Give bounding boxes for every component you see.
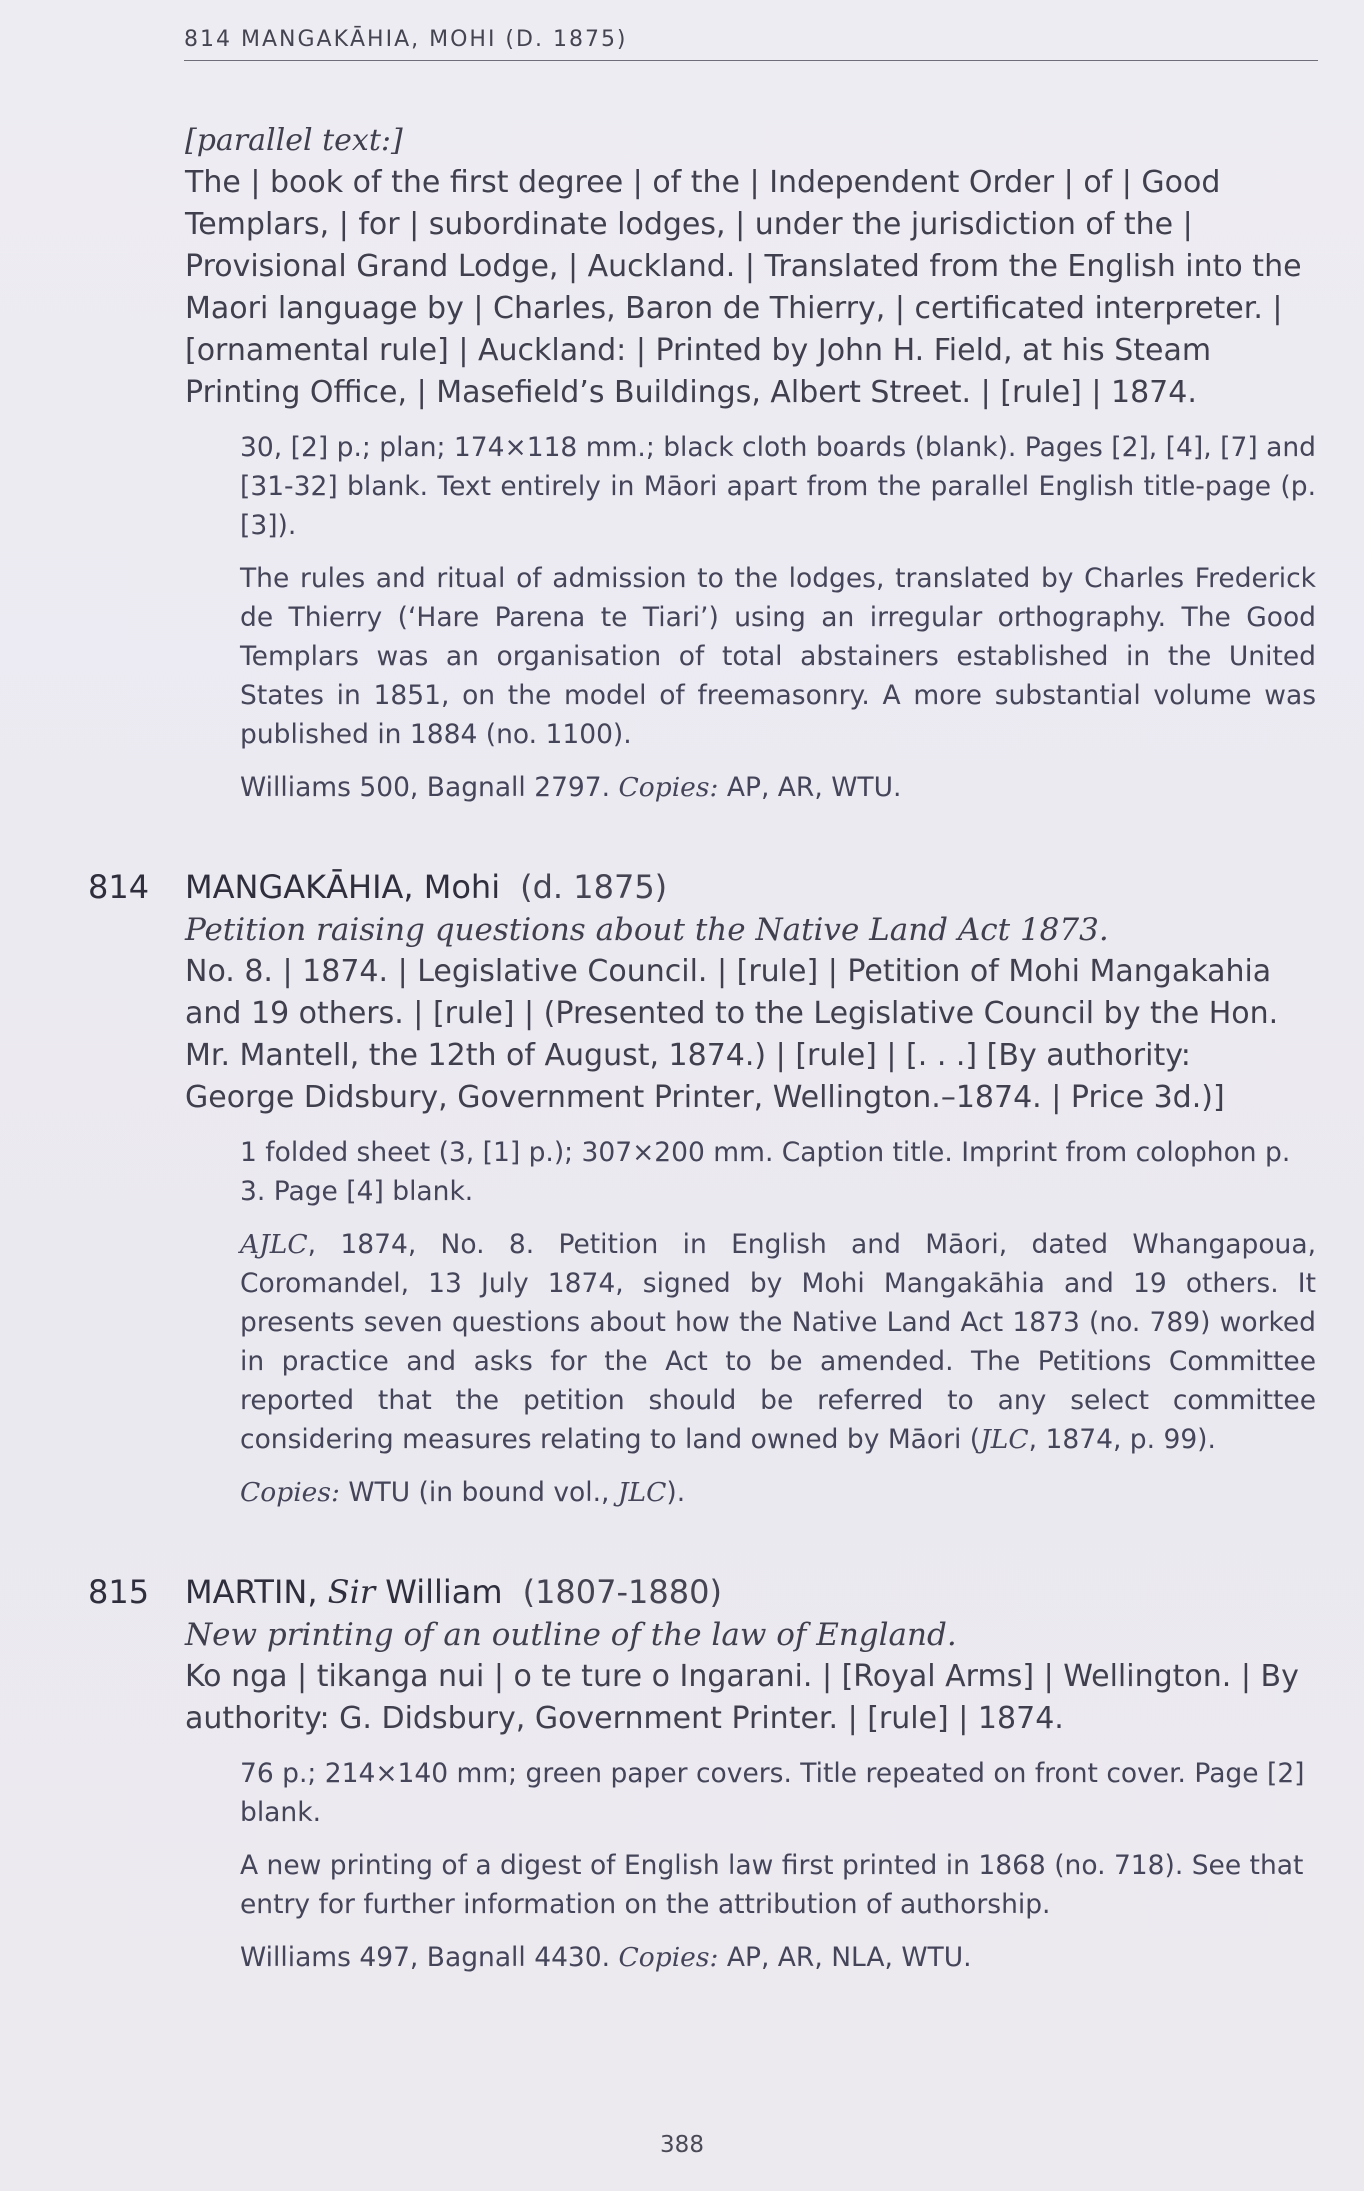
author-given: Mohi <box>423 868 501 906</box>
page-content <box>0 120 1364 1977</box>
title-line: The | book of the first degree | of the | Independent Order | of | Good <box>185 165 1221 200</box>
references-copies <box>240 1473 1316 1512</box>
title-line: Mr. Mantell, the 12th of August, 1874.) | [rule] | [. . .] [By authority: <box>185 1038 1191 1073</box>
title-line <box>185 120 1315 162</box>
title-line: No. 8. | 1874. | Legislative Council. | [rule] | Petition of Mohi Mangakahia <box>185 954 1272 989</box>
page-number: 388 <box>660 2132 704 2158</box>
title-transcription <box>185 120 1315 414</box>
entry-number: 814 <box>88 868 150 906</box>
entry-description: A new printing of a digest of English law first printed in 1868 (no. 718). See that entry for further information on the attribution of authorship. <box>240 1850 1304 1920</box>
entry-heading <box>0 865 1364 909</box>
author-honorific: Sir <box>327 1573 376 1611</box>
title-line: and 19 others. | [rule] | (Presented to the Legislative Council by the Hon. <box>185 996 1279 1031</box>
entry-subject: New printing of an outline of the law of England. <box>185 1617 957 1653</box>
author-given: William <box>385 1573 503 1611</box>
copies-list: AP, AR, NLA, WTU. <box>726 1942 972 1973</box>
title-transcription <box>185 1656 1315 1740</box>
title-line: Printing Office, | Masefield’s Buildings, Albert Street. | [rule] | 1874. <box>185 375 1197 410</box>
description-text: , 1874, No. 8. Petition in English and Māori, dated Whangapoua, Coromandel, 13 July 1874, signed by Mohi Mangakāhia and 19 others. It presents seven questions about how the Native Land Act 1873 (no. 789) worked in practice and asks for the Act to be amended. The Petitions Committee reported that the petition should be referred to any select committee considering measures relating to land owned by Māori ( <box>240 1229 1316 1455</box>
entry-heading <box>0 1570 1364 1614</box>
copies-label: Copies: <box>618 1942 719 1973</box>
running-head: 814 MANGAKĀHIA, MOHI (D. 1875) <box>184 27 1318 61</box>
title-transcription <box>185 951 1315 1119</box>
copies-ref: JLC <box>617 1477 667 1508</box>
title-line: George Didsbury, Government Printer, Wellington.–1874. | Price 3d.)] <box>185 1080 1225 1115</box>
copies-label: Copies: <box>240 1477 340 1508</box>
author-surname: MANGAKĀHIA, <box>185 868 414 906</box>
catalogue-entry-815 <box>0 1570 1364 1977</box>
title-line: Provisional Grand Lodge, | Auckland. | Translated from the English into the <box>185 249 1302 284</box>
description-ref: JLC <box>980 1424 1029 1455</box>
catalogue-entry-814 <box>0 865 1364 1512</box>
entry-description <box>240 1225 1316 1459</box>
title-line: authority: G. Didsbury, Government Printer. | [rule] | 1874. <box>185 1701 1064 1736</box>
entry-number: 815 <box>88 1573 150 1611</box>
title-line: Ko nga | tikanga nui | o te ture o Ingarani. | [Royal Arms] | Wellington. | By <box>185 1659 1299 1694</box>
title-line: Maori language by | Charles, Baron de Thierry, | certificated interpreter. | <box>185 291 1283 326</box>
copies-list: WTU (in bound vol., <box>348 1477 618 1508</box>
author-dates: (1807-1880) <box>522 1573 722 1611</box>
author-heading <box>185 1570 722 1614</box>
references-copies <box>240 1938 1316 1977</box>
description-lead: AJLC <box>240 1229 308 1260</box>
physical-description: 76 p.; 214×140 mm; green paper covers. Title repeated on front cover. Page [2] blank. <box>240 1758 1305 1828</box>
title-line: Templars, | for | subordinate lodges, | under the jurisdiction of the | <box>185 207 1193 242</box>
references: Williams 500, Bagnall 2797. <box>240 772 611 803</box>
author-surname: MARTIN, <box>185 1573 318 1611</box>
description-tail: , 1874, p. 99). <box>1028 1424 1216 1455</box>
title-line: [ornamental rule] | Auckland: | Printed by John H. Field, at his Steam <box>185 333 1212 368</box>
author-heading <box>185 865 667 909</box>
physical-description: 30, [2] p.; plan; 174×118 mm.; black cloth boards (blank). Pages [2], [4], [7] and [31-32] blank. Text entirely in Māori apart from the parallel English title-page (p. [3]). <box>240 432 1316 541</box>
author-dates: (d. 1875) <box>520 868 668 906</box>
copies-label: Copies: <box>618 772 719 803</box>
entry-subject: Petition raising questions about the Native Land Act 1873. <box>185 912 1109 948</box>
copies-list: AP, AR, WTU. <box>726 772 902 803</box>
references-copies <box>240 768 1316 807</box>
copies-tail: ). <box>666 1477 686 1508</box>
references: Williams 497, Bagnall 4430. <box>240 1942 611 1973</box>
title-line-text: [parallel text:] <box>185 123 403 158</box>
continued-entry <box>0 120 1364 807</box>
entry-description: The rules and ritual of admission to the lodges, translated by Charles Frederick de Thierry (‘Hare Parena te Tiari’) using an irregular orthography. The Good Templars was an organisation of total abstainers established in the United States in 1851, on the model of freemasonry. A more substantial volume was published in 1884 (no. 1100). <box>240 563 1316 750</box>
physical-description: 1 folded sheet (3, [1] p.); 307×200 mm. Caption title. Imprint from colophon p. 3. Page [4] blank. <box>240 1137 1291 1207</box>
